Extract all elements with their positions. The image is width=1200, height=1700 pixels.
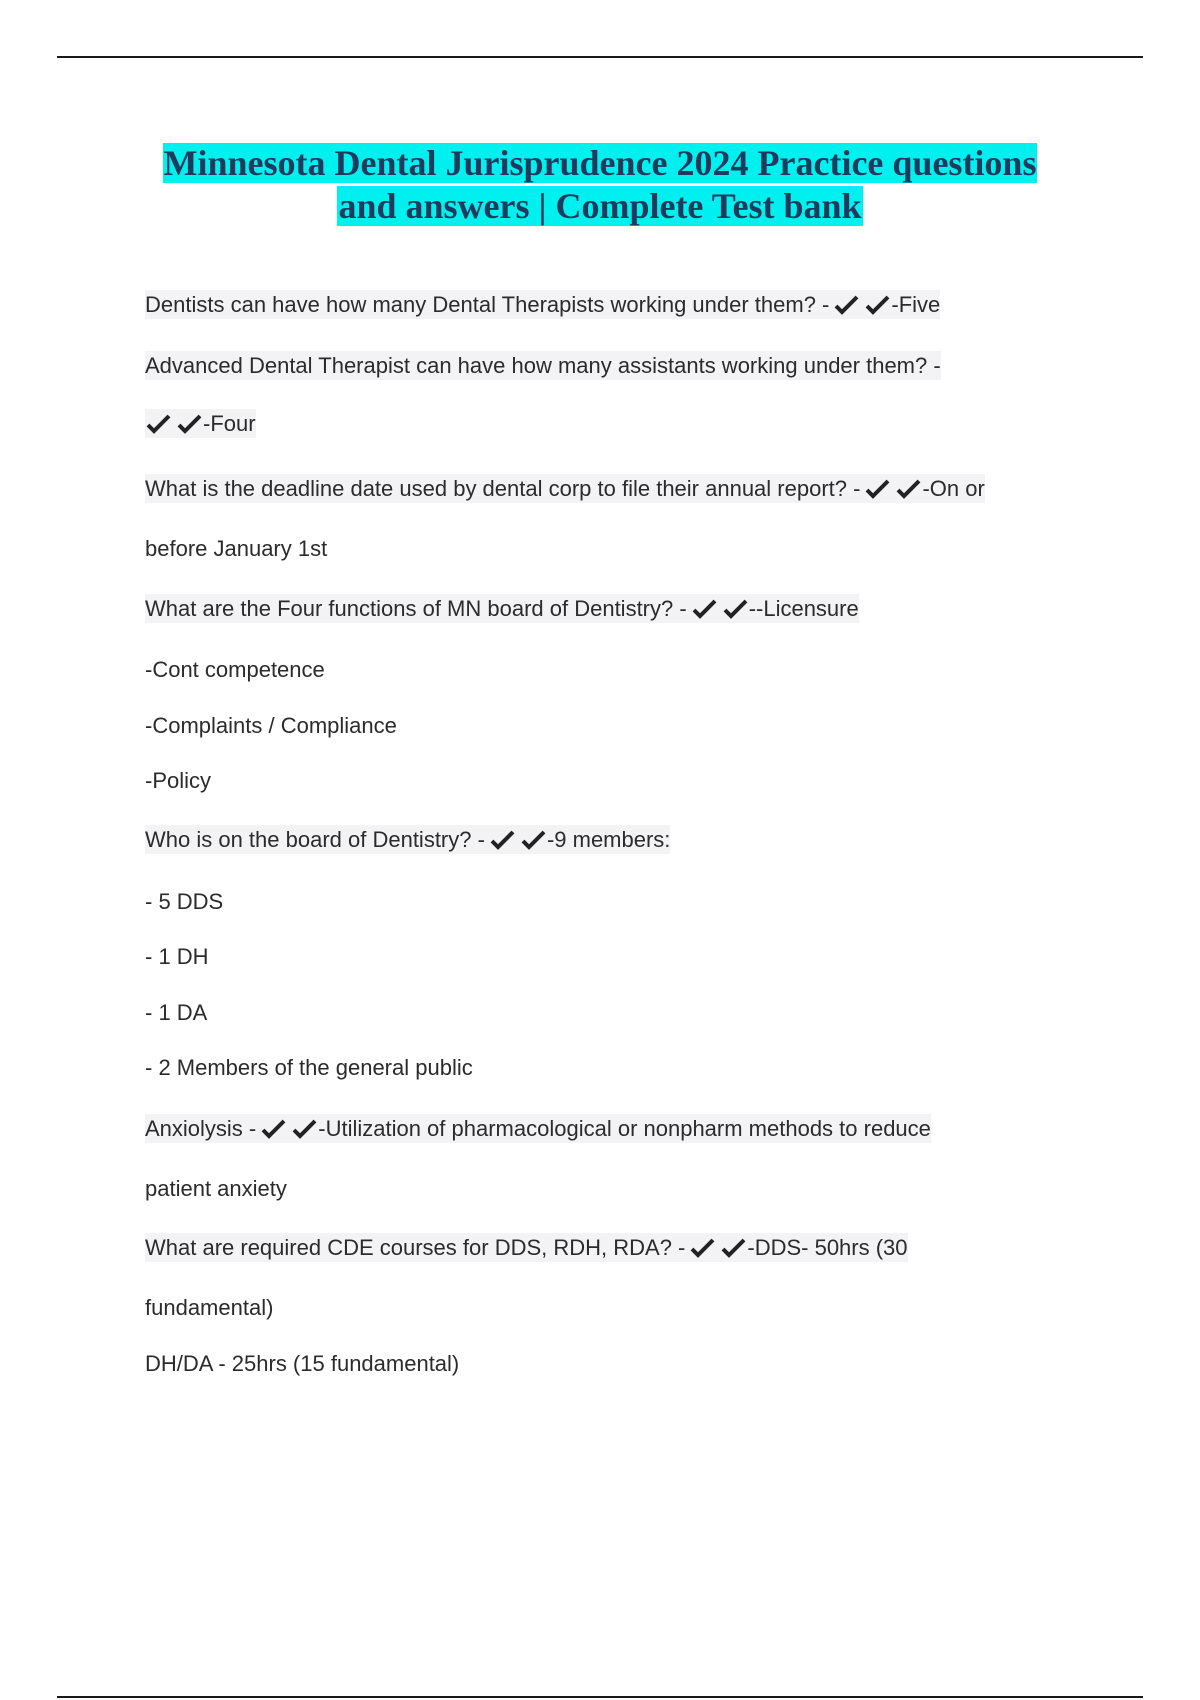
question-text: Dentists can have how many Dental Therapists working under them? - — [145, 292, 830, 317]
qa-item-2-answer — [145, 409, 256, 439]
list-item: -Complaints / Compliance — [145, 713, 397, 738]
page-title — [100, 142, 1100, 228]
answer-text: -On or — [922, 476, 985, 501]
check-icon — [691, 598, 718, 620]
qa-item-4 — [145, 594, 859, 624]
check-icon — [720, 1237, 747, 1259]
answer-text: --Licensure — [748, 596, 859, 621]
question-text: What is the deadline date used by dental corp to file their annual report? - — [145, 476, 861, 501]
answer-text: -9 members: — [546, 827, 671, 852]
list-item: - 1 DA — [145, 1000, 208, 1025]
list-item: -Cont competence — [145, 657, 325, 682]
check-icon — [291, 1118, 318, 1140]
title-line-2: and answers | Complete Test bank — [338, 186, 862, 226]
question-text: What are required CDE courses for DDS, RDH, RDA? - — [145, 1235, 686, 1260]
qa-item-7-cont — [145, 1293, 273, 1323]
qa-item-3 — [145, 474, 985, 504]
qa-item-6-cont — [145, 1174, 287, 1204]
list-item: DH/DA - 25hrs (15 fundamental) — [145, 1351, 460, 1376]
check-icon — [176, 413, 203, 435]
list-item: - 1 DH — [145, 944, 209, 969]
check-icon — [895, 478, 922, 500]
check-icon — [722, 598, 749, 620]
bottom-rule — [57, 1696, 1143, 1698]
check-icon — [489, 829, 516, 851]
qa-item-6 — [145, 1114, 931, 1144]
qa-item-5 — [145, 825, 670, 855]
qa-item-3-cont — [145, 534, 327, 564]
answer-continuation: patient anxiety — [145, 1176, 287, 1201]
check-icon — [864, 478, 891, 500]
question-text: Who is on the board of Dentistry? - — [145, 827, 485, 852]
question-text: What are the Four functions of MN board of Dentistry? - — [145, 596, 687, 621]
check-icon — [260, 1118, 287, 1140]
list-item: - 2 Members of the general public — [145, 1055, 473, 1080]
qa-item-1 — [145, 290, 940, 320]
qa-item-2 — [145, 351, 941, 381]
question-text: Advanced Dental Therapist can have how many assistants working under them? - — [145, 353, 941, 378]
check-icon — [689, 1237, 716, 1259]
check-icon — [520, 829, 547, 851]
answer-continuation: fundamental) — [145, 1295, 274, 1320]
qa-item-7 — [145, 1233, 908, 1263]
check-icon — [833, 294, 860, 316]
check-icon — [145, 413, 172, 435]
title-line-1: Minnesota Dental Jurisprudence 2024 Practice questions — [163, 143, 1037, 183]
list-item: - 5 DDS — [145, 889, 224, 914]
check-icon — [864, 294, 891, 316]
answer-text: -Four — [203, 411, 256, 436]
answer-text: -DDS- 50hrs (30 — [747, 1235, 908, 1260]
answer-text: -Utilization of pharmacological or nonpharm methods to reduce — [318, 1116, 931, 1141]
answer-text: -Five — [891, 292, 941, 317]
answer-continuation: before January 1st — [145, 536, 328, 561]
list-item: -Policy — [145, 768, 212, 793]
question-text: Anxiolysis - — [145, 1116, 257, 1141]
top-rule — [57, 56, 1143, 58]
